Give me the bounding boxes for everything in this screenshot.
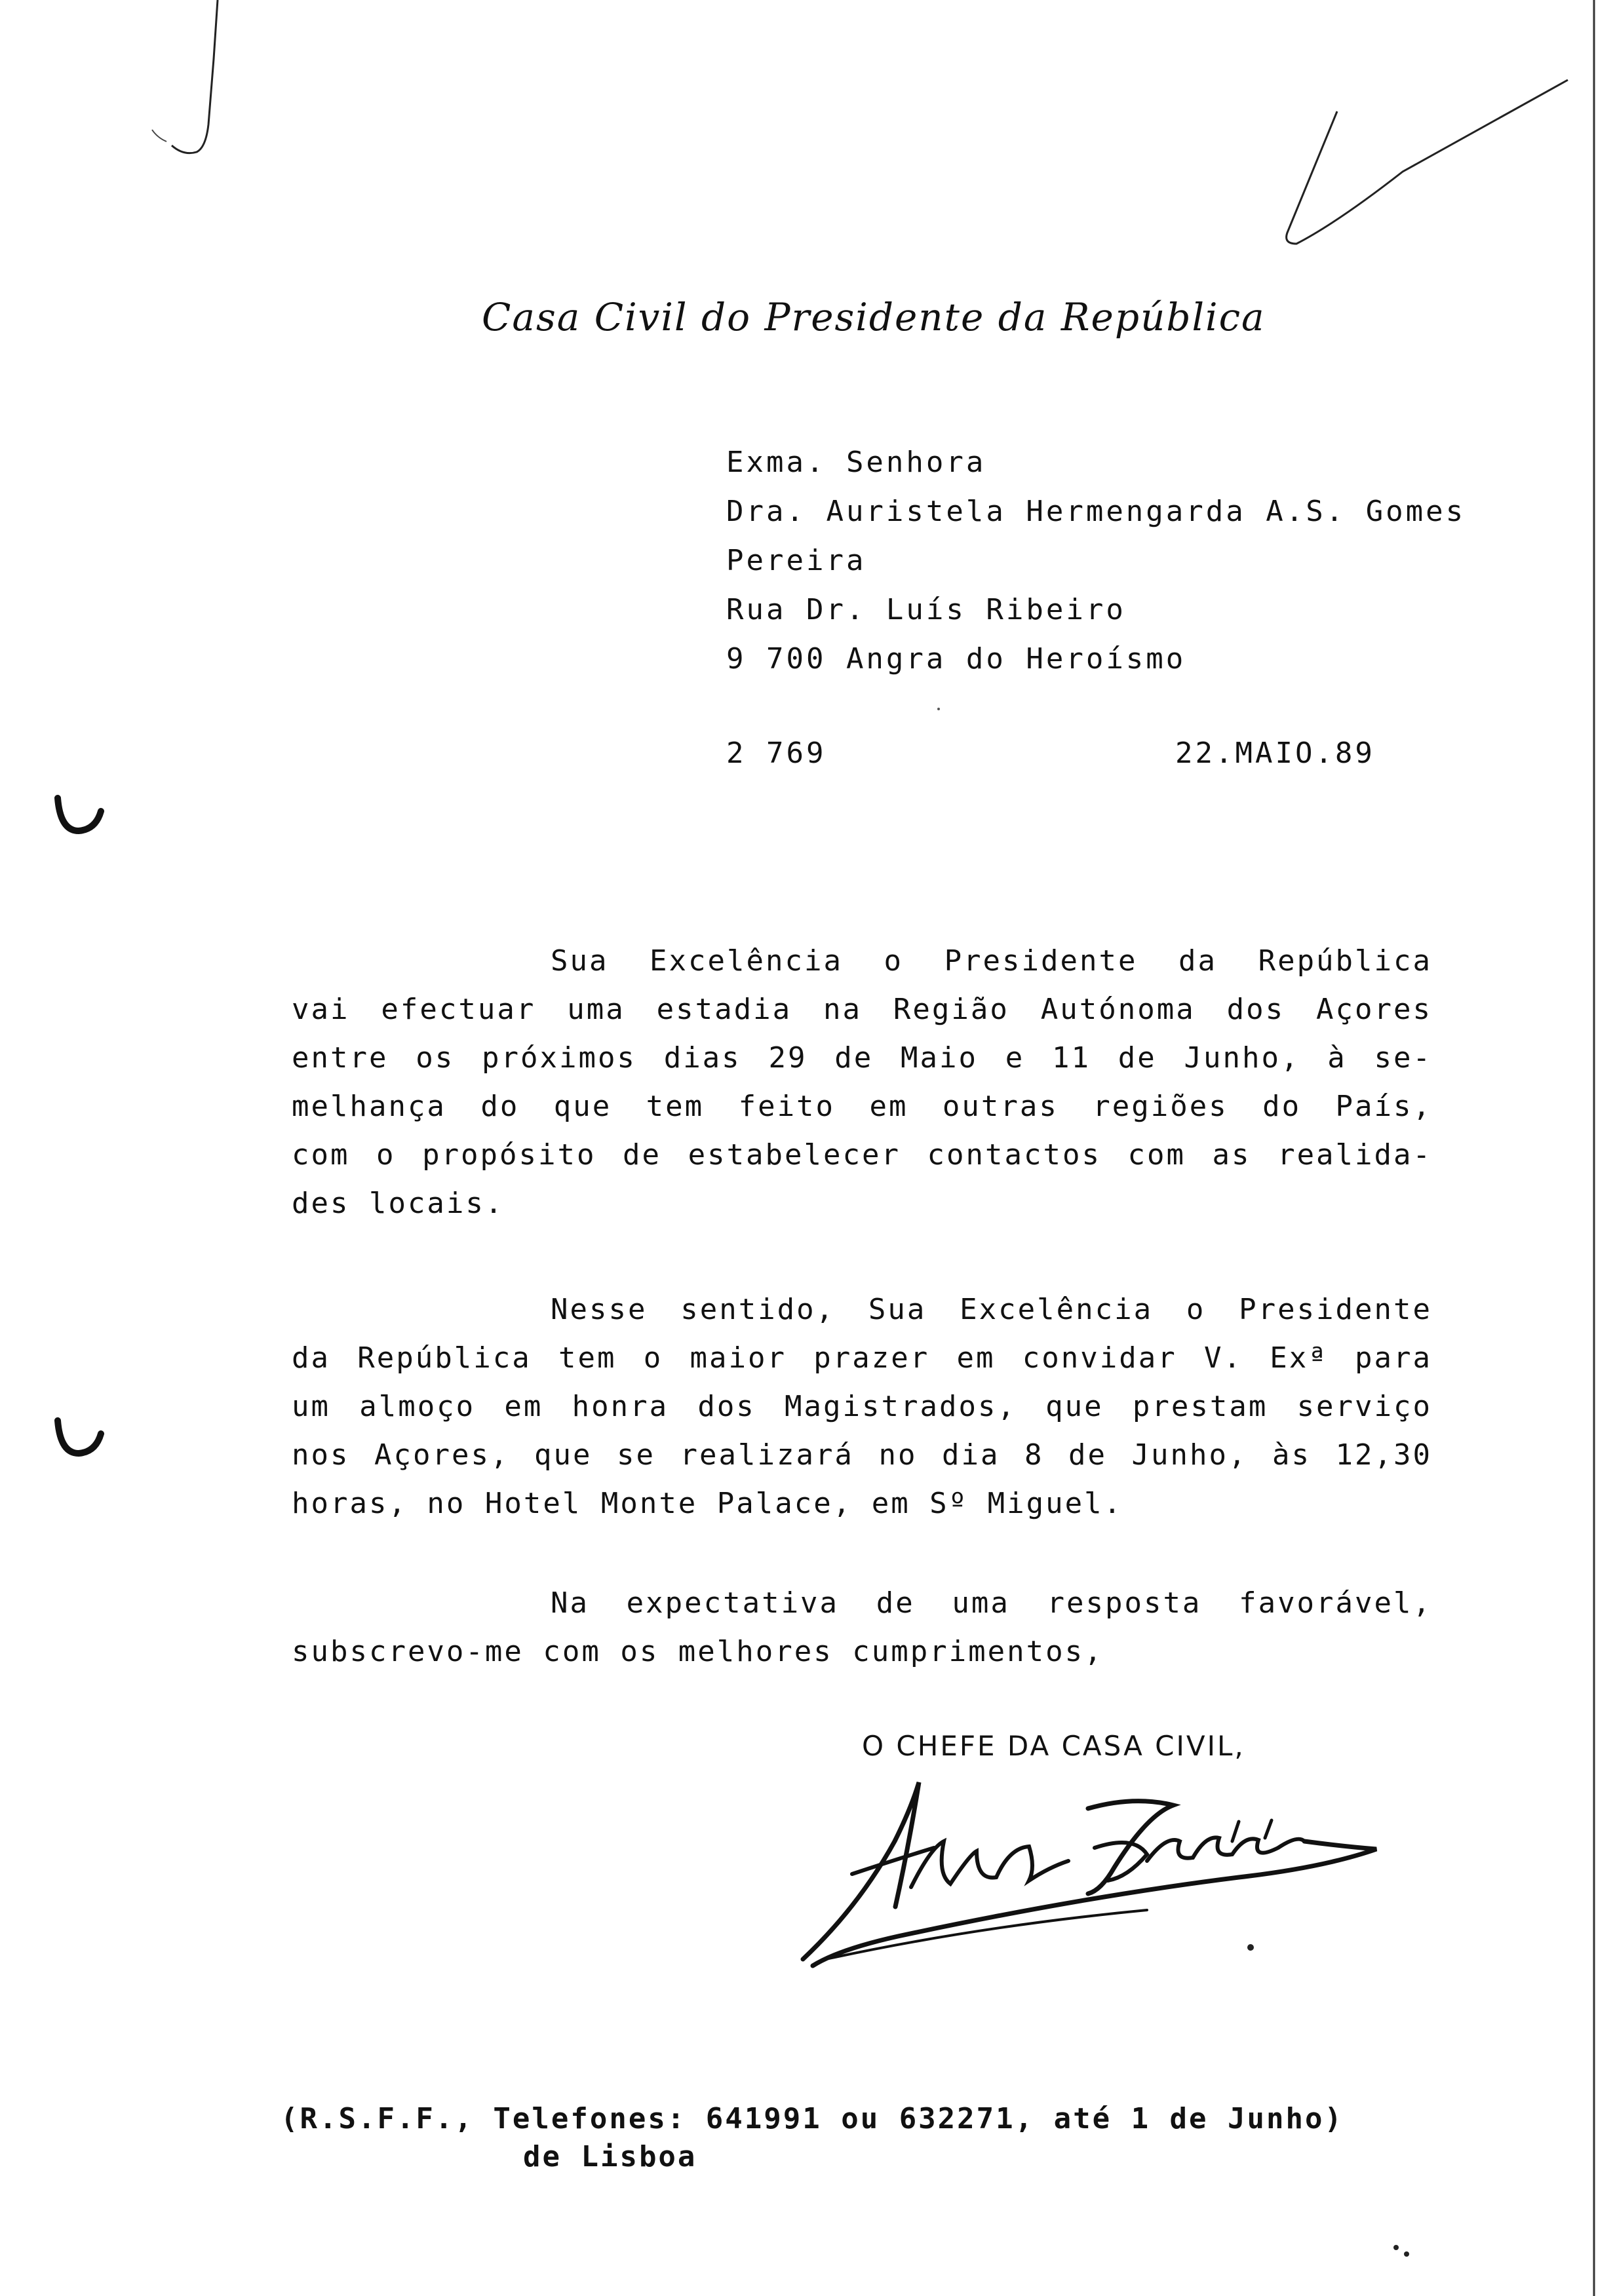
letter-date: 22.MAIO.89 [1175,737,1375,770]
paragraph-line: horas, no Hotel Monte Palace, em Sº Miguel. [292,1487,1123,1520]
reference-number: 2 769 [726,737,827,770]
paragraph-line: des locais. [292,1187,505,1220]
paragraph-line: vai efectuar uma estadia na Região Autónoma dos Açores [292,993,1432,1026]
recipient-salutation: Exma. Senhora [726,446,986,479]
paragraph-line: com o propósito de estabelecer contactos com as realida- [292,1138,1432,1172]
paragraph-2 [292,1286,1432,1528]
footer-line-1: (R.S.F.F., Telefones: 641991 ou 632271, até 1 de Junho) [281,2102,1344,2135]
paragraph-line: um almoço em honra dos Magistrados, que prestam serviço [292,1390,1432,1423]
paragraph-line: subscrevo-me com os melhores cumprimentos, [292,1635,1104,1668]
footer-note [281,2100,1344,2176]
recipient-name: Dra. Auristela Hermengarda A.S. Gomes [726,495,1466,528]
paragraph-1 [292,937,1432,1228]
recipient-city: 9 700 Angra do Heroísmo [726,642,1186,676]
paragraph-3 [292,1579,1432,1676]
paragraph-line: melhança do que tem feito em outras regiões do País, [292,1090,1432,1123]
paragraph-line: da República tem o maior prazer em convidar V. Exª para [292,1341,1432,1375]
paragraph-line: nos Açores, que se realizará no dia 8 de Junho, às 12,30 [292,1438,1432,1472]
paragraph-line: Nesse sentido, Sua Excelência o Presidente [551,1293,1432,1326]
closing-title: O CHEFE DA CASA CIVIL, [862,1730,1245,1762]
paragraph-line: Sua Excelência o Presidente da República [551,944,1432,978]
paragraph-line: Na expectativa de uma resposta favorável, [551,1586,1432,1620]
recipient-name-cont: Pereira [726,544,866,577]
paragraph-line: entre os próximos dias 29 de Maio e 11 de Junho, à se- [292,1041,1432,1075]
recipient-street: Rua Dr. Luís Ribeiro [726,593,1126,626]
signature [780,1769,1396,1979]
letterhead: Casa Civil do Presidente da República [482,295,1266,339]
footer-line-2: de Lisboa [523,2140,697,2173]
recipient-address [726,438,1466,683]
